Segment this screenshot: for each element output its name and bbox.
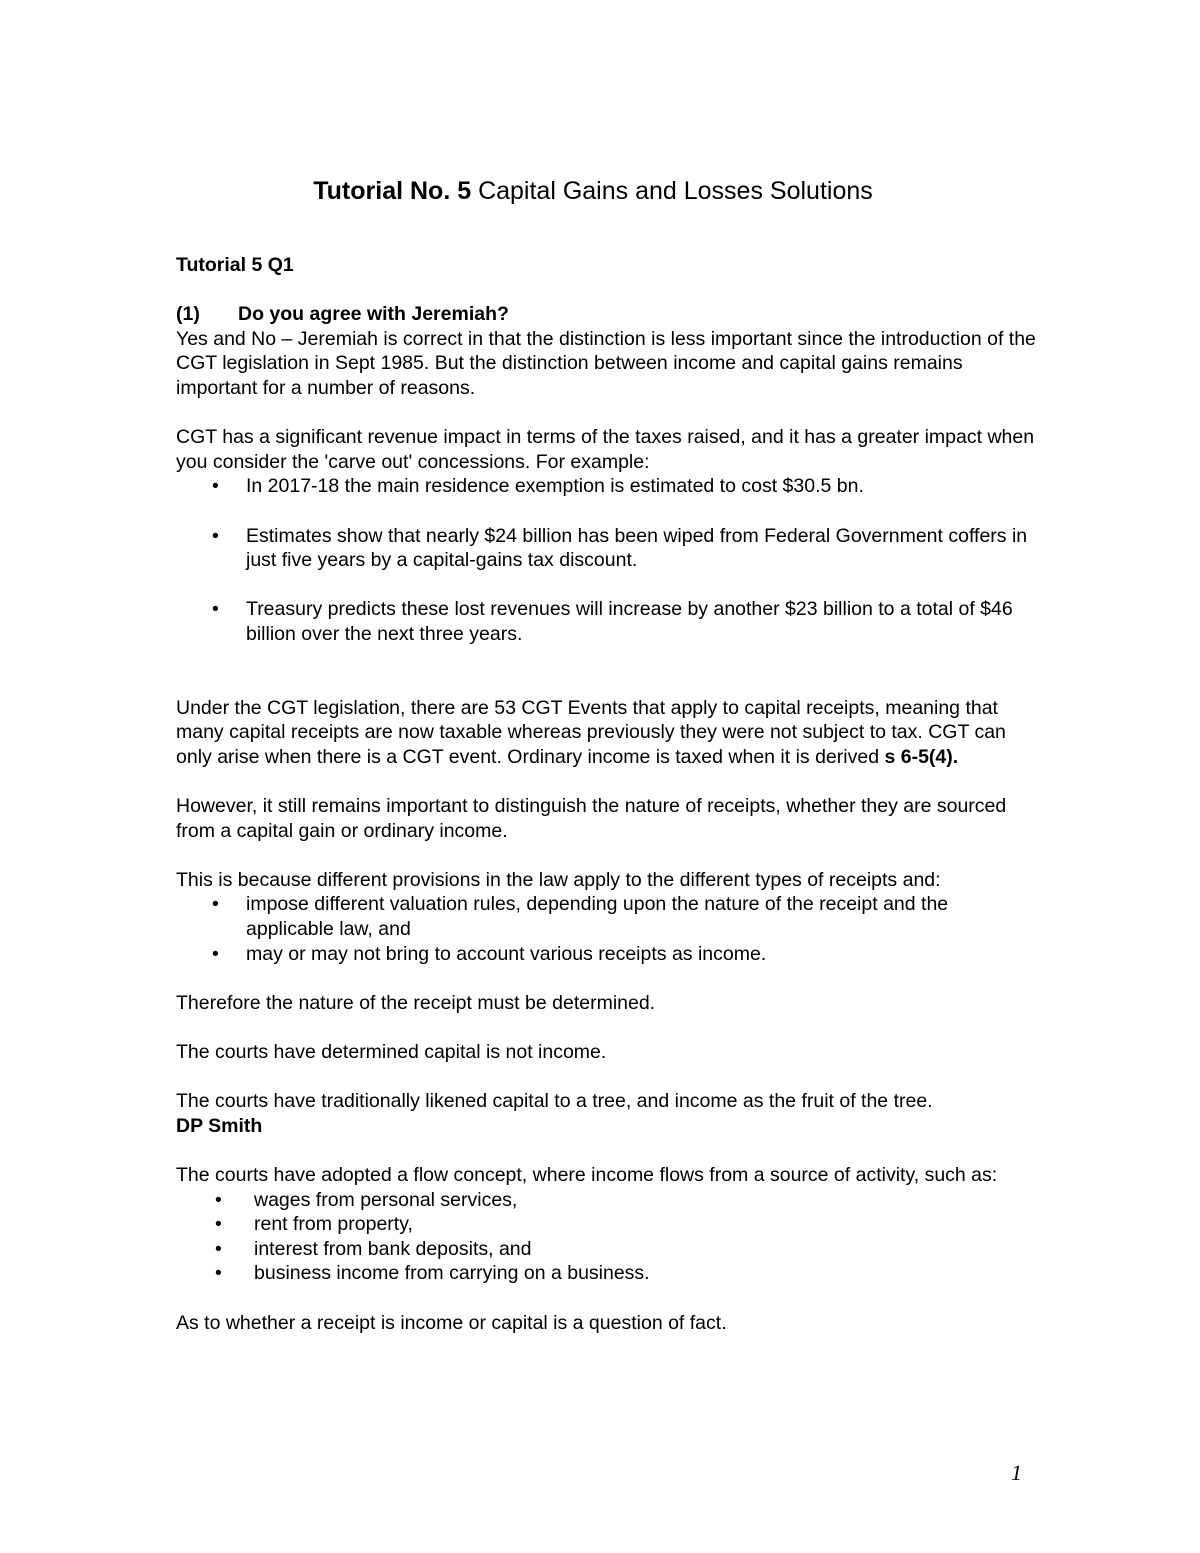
page-number: 1	[1011, 1460, 1022, 1485]
bullet-list-2	[176, 892, 1036, 966]
bullet-icon: •	[215, 1237, 222, 1260]
list-item: • interest from bank deposits, and	[215, 1237, 532, 1260]
paragraph-3: Under the CGT legislation, there are 53 CGT Events that apply to capital receipts, meaning that many capital receipts are now taxable whereas previously they were not subject to tax. CGT can only arise when there is a CGT event. Ordinary income is taxed when it is derived s 6-5(4).	[176, 696, 1006, 768]
question-text: Do you agree with Jeremiah?	[238, 303, 509, 326]
list-item: • wages from personal services,	[215, 1188, 518, 1211]
paragraph-7: The courts have determined capital is not income.	[176, 1041, 607, 1063]
paragraph-5: This is because different provisions in the law apply to the different types of receipts and:	[176, 868, 941, 891]
page-title	[176, 175, 1036, 207]
paragraph-10: As to whether a receipt is income or capital is a question of fact.	[176, 1311, 727, 1334]
bullet-list-3	[176, 1188, 1036, 1286]
paragraph-8: The courts have traditionally likened capital to a tree, and income as the fruit of the tree.	[176, 1090, 933, 1113]
bullet-list-1	[176, 474, 1036, 646]
paragraph-1: Yes and No – Jeremiah is correct in that the distinction is less important since the introduction of the CGT legislation in Sept 1985. But the distinction between income and capital gains remains important for a number of reasons.	[176, 327, 1036, 399]
bullet-icon: •	[215, 1188, 222, 1211]
question-number: (1)	[176, 303, 200, 326]
list-item: • Treasury predicts these lost revenues will increase by another $23 billion to a total of $46 billion over the next three years.	[212, 598, 1013, 645]
bullet-icon: •	[212, 598, 219, 621]
paragraph-9: The courts have adopted a flow concept, where income flows from a source of activity, such as:	[176, 1163, 998, 1186]
title-bold: Tutorial No. 5	[313, 177, 472, 205]
bullet-icon: •	[212, 475, 219, 498]
list-item: • may or may not bring to account various receipts as income.	[212, 942, 767, 965]
bullet-icon: •	[212, 942, 219, 965]
list-item: • impose different valuation rules, depending upon the nature of the receipt and the applicable law, and	[212, 893, 949, 941]
list-item: • In 2017-18 the main residence exemption is estimated to cost $30.5 bn.	[212, 475, 864, 498]
title-rest: Capital Gains and Losses Solutions	[471, 177, 873, 205]
bullet-icon: •	[212, 893, 219, 916]
list-item: • Estimates show that nearly $24 billion has been wiped from Federal Government coffers in just five years by a capital-gains tax discount.	[212, 524, 1028, 572]
list-item: • rent from property,	[215, 1213, 413, 1236]
paragraph-2: CGT has a significant revenue impact in terms of the taxes raised, and it has a greater impact when you consider the 'carve out' concessions. For example:	[176, 426, 1035, 473]
document-body	[176, 175, 1036, 1335]
list-item: • business income from carrying on a business.	[215, 1262, 650, 1285]
section-reference: s 6-5(4).	[884, 745, 959, 768]
bullet-icon: •	[212, 524, 219, 547]
case-reference: DP Smith	[176, 1114, 263, 1137]
question-heading	[176, 302, 1036, 327]
bullet-icon: •	[215, 1262, 222, 1285]
section-heading: Tutorial 5 Q1	[176, 254, 294, 276]
paragraph-6: Therefore the nature of the receipt must be determined.	[176, 991, 656, 1014]
paragraph-4: However, it still remains important to distinguish the nature of receipts, whether they are sourced from a capital gain or ordinary income.	[176, 795, 1007, 842]
bullet-icon: •	[215, 1213, 222, 1236]
